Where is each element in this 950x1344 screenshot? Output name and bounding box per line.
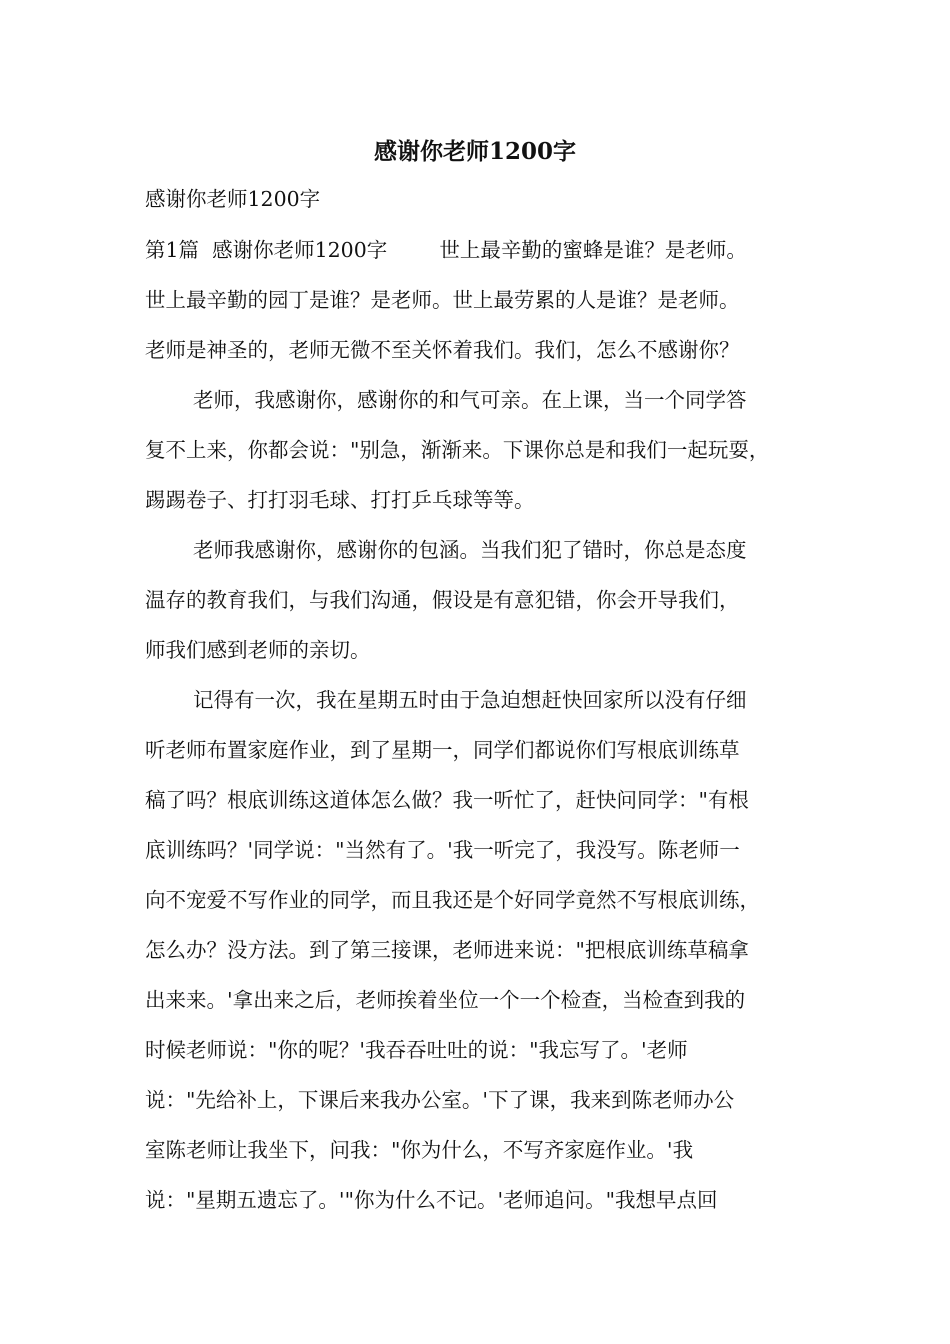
text-line: 稿了吗？根底训练这道体怎么做？我一听忙了，赶快问同学："有根	[145, 788, 749, 812]
text-line: 踢踢卷子、打打羽毛球、打打乒乓球等等。	[145, 488, 535, 512]
document-subtitle: 感谢你老师1200字	[145, 187, 321, 211]
text-line: 复不上来，你都会说："别急，渐渐来。下课你总是和我们一起玩耍，	[145, 438, 770, 462]
text-line: 师我们感到老师的亲切。	[145, 638, 371, 662]
text-line: 老师，我感谢你，感谢你的和气可亲。在上课，当一个同学答	[193, 388, 747, 412]
text-line: 听老师布置家庭作业，到了星期一，同学们都说你们写根底训练草	[145, 738, 740, 762]
text-line: 记得有一次，我在星期五时由于急迫想赶快回家所以没有仔细	[193, 688, 747, 712]
text-line: 世上最辛勤的园丁是谁？是老师。世上最劳累的人是谁？是老师。	[145, 288, 740, 312]
document-title: 感谢你老师1200字	[373, 138, 576, 165]
text-line: 老师我感谢你，感谢你的包涵。当我们犯了错时，你总是态度	[193, 538, 747, 562]
text-line: 出来来。'拿出来之后，老师挨着坐位一个一个检查，当检查到我的	[145, 988, 746, 1012]
text-line: 说："星期五遗忘了。'"你为什么不记。'老师追问。"我想早点回	[145, 1188, 718, 1212]
text-line: 底训练吗？'同学说："当然有了。'我一听完了，我没写。陈老师一	[145, 838, 740, 862]
text-line: 向不宠爱不写作业的同学，而且我还是个好同学竟然不写根底训练，	[145, 888, 760, 912]
text-line: 第1篇 感谢你老师1200字 世上最辛勤的蜜蜂是谁？是老师。	[145, 238, 747, 262]
text-line: 怎么办？没方法。到了第三接课，老师进来说："把根底训练草稿拿	[145, 938, 749, 962]
text-line: 说："先给补上，下课后来我办公室。'下了课，我来到陈老师办公	[145, 1088, 735, 1112]
text-line: 老师是神圣的，老师无微不至关怀着我们。我们，怎么不感谢你？	[145, 338, 740, 362]
text-line: 温存的教育我们，与我们沟通，假设是有意犯错，你会开导我们，	[145, 588, 740, 612]
text-line: 时候老师说："你的呢？'我吞吞吐吐的说："我忘写了。'老师	[145, 1038, 688, 1062]
text-line: 室陈老师让我坐下，问我："你为什么，不写齐家庭作业。'我	[145, 1138, 694, 1162]
